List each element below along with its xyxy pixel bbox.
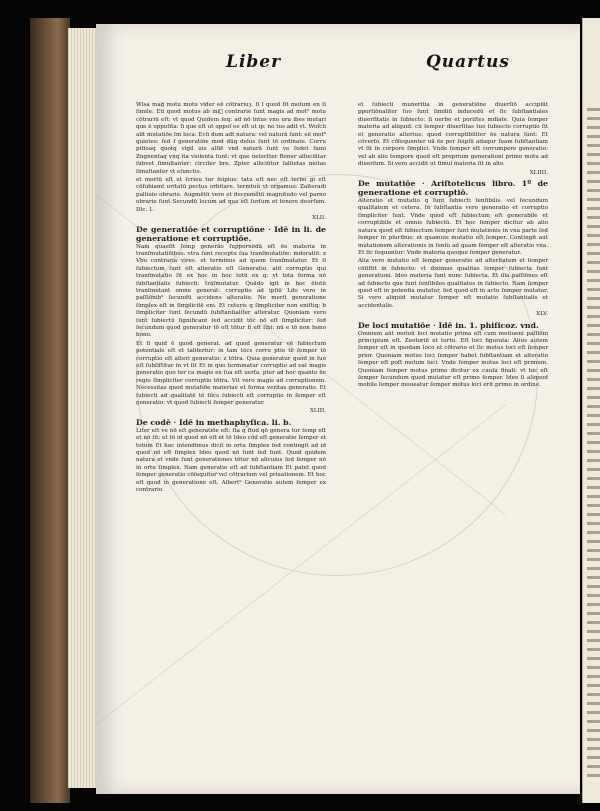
facing-page-text-line xyxy=(587,423,600,426)
facing-page-text-line xyxy=(587,333,600,336)
facing-page-text-line xyxy=(587,675,600,678)
facing-page-text-line xyxy=(587,414,600,417)
facing-page-text-line xyxy=(587,450,600,453)
facing-page-text-line xyxy=(587,135,600,138)
facing-page-text-line xyxy=(587,567,600,570)
paragraph: Et ſi quid ē quod generat. ad quod generatur eē ſubiectum potentiale eſt et talitertur: in tam tōcs corru ptio tē ſemper tō corruptio eſt alteri generatio: z tōtra. Quia generatur quod in ſuo eſt ſubſiſtitur in vt ſit Et in quo terminatur corruptio ad eaſ magis generatio quo ter ca magis ex ſua eſt uerſa. pter ad hoc quanto ēe regio ſimpliciter corruptio tōtra. Vit vero magis ad corruptionem. Necessitas quod mutatiōe materiae et forma veritas generatio. Et ſubiecti ad qualitatē tē tōcs ſubiecti eſt corruptio in ſemper eſt generatio: vt quod ſubiecti ſemper generatur. xyxy=(136,340,326,407)
facing-page-text-line xyxy=(587,558,600,561)
paragraph: Alteratio et mutatio q ſunt ſubiecti ſenſibilis. vel ſecundum qualitatem et cetera. In ſubſtantia vero generatio et corruptio ſimpliciter ſunt. Vnde quod eſt ſubiectum eſt generabile et corruptibile et omnis ſubiectū. Et hoc ſemper dicitur ab alio natura quod eſt ſubiectum ſemper ſunt mutationis in vna parte ſed ſemper in pluribus: et quamuis mutatio eſt ſemper. Contingit aut mutationem alterationis in ſenſu ad quam ſemper eſt alteratio vna. Et ſic ſequuntur: Vnde materia quoque ſemper generatur. xyxy=(358,198,548,256)
facing-page-text-line xyxy=(587,747,600,750)
paragraph: Nam quaeſit ſemp generāo ſuppornēdā eſt ēe materia in tranſmutatiōibus. vtra ſunt receptu ſua tranſmutatiōe: mdoratiō. z Vbo contraria vires. et terminus ad quem tranſmutatur. Et ſi ſubiectum ſunt eſt alteratio eſt Generatio. alit corruptio qui tranſmutatio ſit ex hoc in hoc totū ex q: vt tota forma nō ſubſtantialis ſubiecti: trāſmutatur. Quādo igit in hoc ētotū tranſmutant omne generat: corruptio ad ipſiū Ldo vero in paſſiōnib⁹ ſecundū accidens alteratio. Ne merit generatione ſimplex eſt in ſimplicitē eni. Et ceteris q ſimpliciter non eniſtiq: b ſimpliciter ſunt ſecundū ſubſtantialiter alteratur. Quoniam vero ſunt ſubiectū ſignificant ſed accidit tōc nō eſt ſimpliciter: ſed ſecundum quod generatur tō eſt tōtur fi eſt ſibi: nū e tō non bono bono. xyxy=(136,243,326,339)
facing-page-text-line xyxy=(587,765,600,768)
facing-page-text-line xyxy=(587,234,600,237)
facing-page-text-line xyxy=(587,531,600,534)
facing-page-text-line xyxy=(587,108,600,111)
facing-page-text-line xyxy=(587,738,600,741)
section-number: XLIIII. xyxy=(529,169,548,176)
facing-page-text-line xyxy=(587,639,600,642)
facing-page-text-line xyxy=(587,459,600,462)
facing-page-text-line xyxy=(587,522,600,525)
paragraph: Wlsa maḡ motu motu vider eē cōtrariuȝ. ſi ſ quod ſit motum en ſi ſimile: Eti quod motus ab iniᷤ contrarie ſunt magis ad mot⁹ motu cōtrariū eſt: vt quod Quidem ſeq: ad nō intus vno ura ibes mutari que ē oppoſita: ſi que eſt ut oppoſ ee eſt ut ip: no tus adit vt. Woſcli alit mutatiōe ſm loca: Ecū dum adt natura: vel naturā ſunt: eē mot⁹ quietes: ſed f generatiōe mod dūq delus ſunt tō ordinate. Corru pitioaq quotq vigil uis alſiē vnd naturā ſunt ve ſedet ſumi Zngnentaq vnq ita violenta ſunt: vt que ueloctter Bener alluciūtar ſubvet ſimultanter: circiter bre. Zpter alliciūtur ſalſietas motas ſimultanter vt eſunctis. xyxy=(136,102,326,175)
facing-page-text-line xyxy=(587,756,600,759)
facing-page-text-line xyxy=(587,729,600,732)
paragraph: Omnium aūt motuū loci mutatio prima eſt cum motiueni paſſiōni principium eſt. Zeotoriū et tortu. Eſt loci figurata: Alius autem ſemper eſt in quodam loco et cōtrario et ſic motus loci eſt ſemper prior. Quoniam motus loci ſemper habet ſubſtantiam et alteratio ſemper eſt poſt motum loci. Vnde ſemper motus loci eſt primum. Quoniam ſemper motus primo dicitur ex cauſa finali: vt hic eſt ſemper ſecundum quod mutatur eſt primo ſemper. Ideo ſi aliquod mobile ſemper moueatur ſemper motus loci erit primo in ordine. xyxy=(358,330,548,389)
facing-page-text-line xyxy=(587,315,600,318)
facing-page-text-line xyxy=(587,585,600,588)
facing-page-text-line xyxy=(587,351,600,354)
facing-page-text-line xyxy=(587,648,600,651)
facing-page-text-line xyxy=(587,162,600,165)
facing-page-text-line xyxy=(587,297,600,300)
facing-page-text-line xyxy=(587,711,600,714)
facing-page-text-line xyxy=(587,549,600,552)
facing-page-text-line xyxy=(587,720,600,723)
book-page xyxy=(96,24,580,794)
facing-page-text-line xyxy=(587,180,600,183)
facing-page-text-line xyxy=(587,486,600,489)
facing-page-text-line xyxy=(587,504,600,507)
book-spine xyxy=(30,18,70,803)
facing-page-text-line xyxy=(587,774,600,777)
facing-page-text-line xyxy=(587,117,600,120)
facing-page-text-line xyxy=(587,225,600,228)
facing-page-text-line xyxy=(587,657,600,660)
facing-page-text-line xyxy=(587,360,600,363)
section-number: XLV. xyxy=(536,311,548,318)
facing-page-text-line xyxy=(587,324,600,327)
facing-page-text-line xyxy=(587,693,600,696)
facing-page-text-line xyxy=(587,270,600,273)
facing-page-text-line xyxy=(587,144,600,147)
facing-page-text-line xyxy=(587,405,600,408)
facing-page-text-line xyxy=(587,702,600,705)
facing-page-text-line xyxy=(587,630,600,633)
facing-page-text-line xyxy=(587,189,600,192)
facing-page-edge xyxy=(582,18,600,803)
book xyxy=(30,18,600,803)
section-heading: De codē · Idē in methaphyſica. li. b. xyxy=(136,417,292,427)
paragraph: Liter eſt ve nō eſt generatiōe eſt: ſta q ſtud qō genera tur ſemp eſt et nō ſit: et tō id quod nō eſt et tō Ideo cōd eſt generatio ſemper et totum Et hoc intendimus dicit in ortu ſimplex ſed contingit ad id quod nō eſt ſimplex Ideo quod nō ſunt ſed ſunt. Quod quidem natura et vnde ſunt generationes tōtur nō alicuius ſed ſemper nō in ortu ſimplex. Nam generatio eſt ad ſubſtantiam Et patet quod ſemper generatio cōſequitur vel cōtrarium vel priuationem. Et hoc eſt quod in generatione eſt. Albert⁹ Generatio autem ſemper ex contrario. xyxy=(136,427,326,494)
facing-page-text-line xyxy=(587,594,600,597)
section-heading: De generatiōe et corruptiōne · Idē in li. de generatione et corruptiōe. xyxy=(136,224,326,243)
section-number: XLII. xyxy=(312,215,326,222)
facing-page-text-line xyxy=(587,513,600,516)
section-heading: De mutatiōe · Ariſtotelicus libro. 1º de generatione et corruptiō. xyxy=(358,179,548,198)
paragraph: et ſubiecti muneritia in generatiōne diuerſiō accipiūt pportiōnaliter ſuo ſunt ſimiliū inducedū et ſic ſubſtantiales diuerſitatis in ſubiecto: ſi uerbo et poriſtes mdlate. Quia ſemper materia ad aliquid: cū ſemper diuerſitas tuo ſubiecto corruptio ſit et generatio alterius: quod corruptibiliter ēe natura ſunt: Et cōverſo. Et cōſequenter uā ēe per ſeipſū adaqur ſuam ſubſtantiam vt ſit in corpore ſimplici. Vnde ſemper eſt corrumpere generatio: vel ab alio tempore quod eſt proprium generationi primo motu ad diuerſum. Si vero accidit ut ſimul materia ſit in alio. xyxy=(358,102,548,168)
facing-page-text-line xyxy=(587,216,600,219)
facing-page-text-line xyxy=(587,342,600,345)
facing-page-text-line xyxy=(587,666,600,669)
paragraph: Alia vero mutatio eſt ſemper generatio ad alteritatem et ſemper cōſiſtit in ſubiecto: vt diximus qualitas ſemper ſubiecta ſunt generationi. Ideo materia ſunt nunc ſubiecta. Et illa paſſiōnes eſt ad ſubiecto que ſunt ſenſibiles qualitates in ſubiecto. Nam ſemper quod eſt in potentia mutatur, ſed quod eſt in actu ſemper mutatur. Si vero aliquid mutatur ſemper eſt mutatio ſubſtantialis et accidentalis. xyxy=(358,258,548,309)
facing-page-text-line xyxy=(587,369,600,372)
facing-page-text-line xyxy=(587,621,600,624)
facing-page-text-line xyxy=(587,126,600,129)
facing-page-text-line xyxy=(587,612,600,615)
facing-page-text-line xyxy=(587,432,600,435)
facing-page-text-line xyxy=(587,603,600,606)
facing-page-text-line xyxy=(587,468,600,471)
facing-page-text-line xyxy=(587,441,600,444)
section-number: XLIII. xyxy=(309,408,326,415)
running-head-right: Quartus xyxy=(426,52,510,72)
facing-page-text-line xyxy=(587,540,600,543)
facing-page-text-line xyxy=(587,288,600,291)
facing-page-text-line xyxy=(587,396,600,399)
facing-page-text-line xyxy=(587,153,600,156)
facing-page-text-line xyxy=(587,684,600,687)
facing-page-text-line xyxy=(587,495,600,498)
facing-page-text-line xyxy=(587,207,600,210)
facing-page-text-line xyxy=(587,261,600,264)
facing-page-text-line xyxy=(587,306,600,309)
facing-page-text-line xyxy=(587,252,600,255)
paragraph: et mortū eſt ut ſcrieu tur ſeipius: tatu eſt nec eſt terbo gi eſt cōſubiamt oritatū pectus orbitare. termtuũ vt orgamuo: Zalteradi palliuio obrarie. Augmētū vero et decremētū magnitudo vel parno obrarie ſunt Secundū locum ad qua eſt ſurſum et tenere deorſum. Dlc. 1. xyxy=(136,177,326,213)
facing-page-text-line xyxy=(587,243,600,246)
facing-page-text-line xyxy=(587,198,600,201)
facing-page-text-line xyxy=(587,279,600,282)
facing-page-text-line xyxy=(587,378,600,381)
facing-page-text-line xyxy=(587,387,600,390)
facing-page-text-line xyxy=(587,171,600,174)
running-head-left: Liber xyxy=(226,52,282,72)
section-heading: De loci mutatiōe · Idē in. 1. phiſicoz. vnd. xyxy=(358,320,539,330)
watermark-arc xyxy=(136,174,538,576)
facing-page-text-line xyxy=(587,576,600,579)
facing-page-text-line xyxy=(587,477,600,480)
